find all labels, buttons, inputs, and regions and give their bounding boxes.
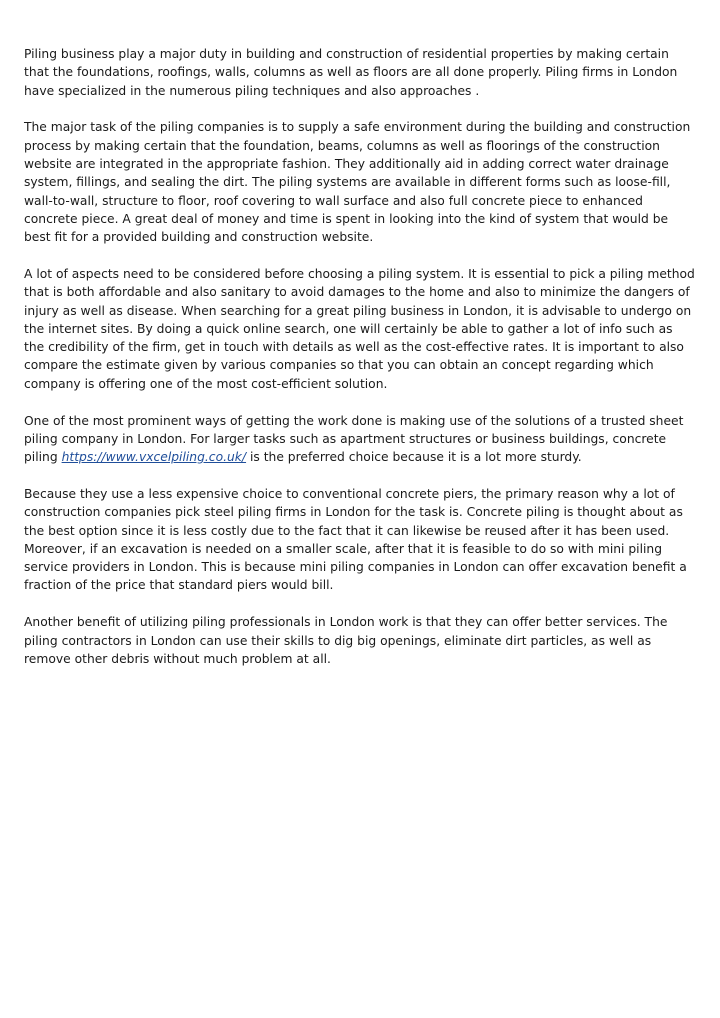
paragraph-1: Piling business play a major duty in building and construction of residential properties by making certain that the foundations, roofings, walls, columns as well as floors are all done properly. Piling firms in London have specialized in the numerous piling techniques and also approaches . <box>24 47 678 98</box>
website-link[interactable]: https://www.vxcelpiling.co.uk/ <box>61 450 247 465</box>
paragraph-5: Because they use a less expensive choice to conventional concrete piers, the primary reason why a lot of construction companies pick steel piling firms in London for the task is. Concrete piling is thought about as the best option since it is less costly due to the fact that it can likewise be reused after it has been used. Moreover, if an excavation is needed on a smaller scale, after that it is feasible to do so with mini piling service providers in London. This is because mini piling companies in London can offer excavation benefit a fraction of the price that standard piers would bill. <box>24 486 687 593</box>
paragraph-6: Another benefit of utilizing piling professionals in London work is that they can offer better services. The piling contractors in London can use their skills to dig big openings, eliminate dirt particles, as well as remove other debris without much problem at all. <box>24 615 668 666</box>
paragraph-2: The major task of the piling companies is to supply a safe environment during the building and construction process by making certain that the foundation, beams, columns as well as floorings of the construction website are integrated in the appropriate fashion. They additionally aid in adding correct water drainage system, fillings, and sealing the dirt. The piling systems are available in different forms such as loose-fill, wall-to-wall, structure to floor, roof covering to wall surface and also full concrete piece to enhanced concrete piece. A great deal of money and time is spent in looking into the kind of system that would be best fit for a provided building and construction website. <box>24 120 691 245</box>
paragraph-4-text-after-link: is the preferred choice because it is a lot more sturdy. <box>246 450 582 465</box>
paragraph-4 <box>24 412 696 467</box>
document-body <box>24 45 696 687</box>
paragraph-4-text-before-link: One of the most prominent ways of getting the work done is making use of the solutions of a trusted sheet piling company in London. For larger tasks such as apartment structures or business buildings, concrete piling <box>24 413 684 465</box>
paragraph-3: A lot of aspects need to be considered before choosing a piling system. It is essential to pick a piling method that is both affordable and also sanitary to avoid damages to the home and also to minimize the dangers of injury as well as disease. When searching for a great piling business in London, it is advisable to undergo on the internet sites. By doing a quick online search, one will certainly be able to gather a lot of info such as the credibility of the firm, get in touch with details as well as the cost-effective rates. It is important to also compare the estimate given by various companies so that you can obtain an concept regarding which company is offering one of the most cost-efficient solution. <box>24 266 695 391</box>
